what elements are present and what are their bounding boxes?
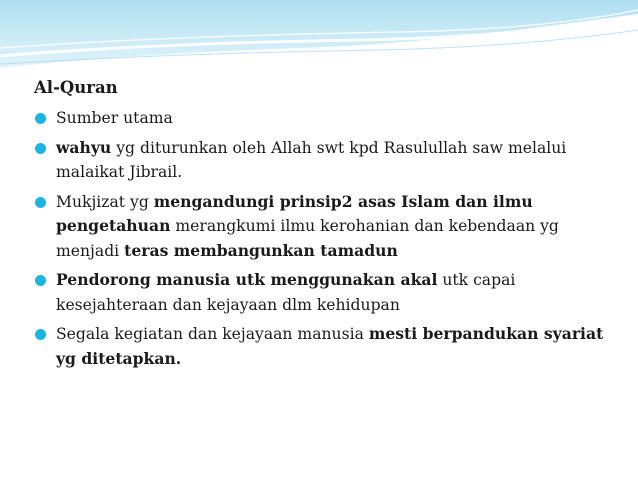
- bullet-text: Mukjizat yg: [56, 192, 154, 211]
- bullet-list: [34, 106, 614, 371]
- bullet-item: [34, 268, 614, 317]
- content-area: [34, 76, 614, 376]
- bullet-text-bold: wahyu: [56, 137, 112, 157]
- bullet-dot-icon: [35, 329, 46, 340]
- bullet-item: [34, 322, 614, 371]
- bullet-text-bold: mesti berpandukan syariat yg ditetapkan.: [56, 324, 604, 368]
- bullet-item: [34, 106, 614, 131]
- bullet-item: [34, 136, 614, 185]
- bullet-dot-icon: [35, 113, 46, 124]
- bullet-text: Sumber utama: [56, 109, 173, 127]
- bullet-dot-icon: [35, 197, 46, 208]
- bullet-text-bold: teras membangunkan tamadun: [124, 240, 398, 260]
- bullet-text: yg diturunkan oleh Allah swt kpd Rasulullah saw melalui malaikat Jibrail.: [56, 138, 567, 181]
- bullet-text-bold: Pendorong manusia utk menggunakan akal: [56, 270, 438, 289]
- bullet-dot-icon: [35, 143, 46, 154]
- bullet-item: [34, 190, 614, 264]
- slide-title: Al-Quran: [34, 78, 118, 97]
- bullet-text: Segala kegiatan dan kejayaan manusia: [56, 325, 369, 343]
- bullet-text: utk capai kesejahteraan dan kejayaan dlm kehidupan: [56, 271, 516, 314]
- bullet-dot-icon: [35, 275, 46, 286]
- header-wave-decoration: [0, 0, 638, 80]
- bullet-text-bold: mengandungi prinsip2 asas Islam dan ilmu pengetahuan: [56, 191, 533, 235]
- bullet-text: merangkumi ilmu kerohanian dan kebendaan yg menjadi: [56, 217, 559, 260]
